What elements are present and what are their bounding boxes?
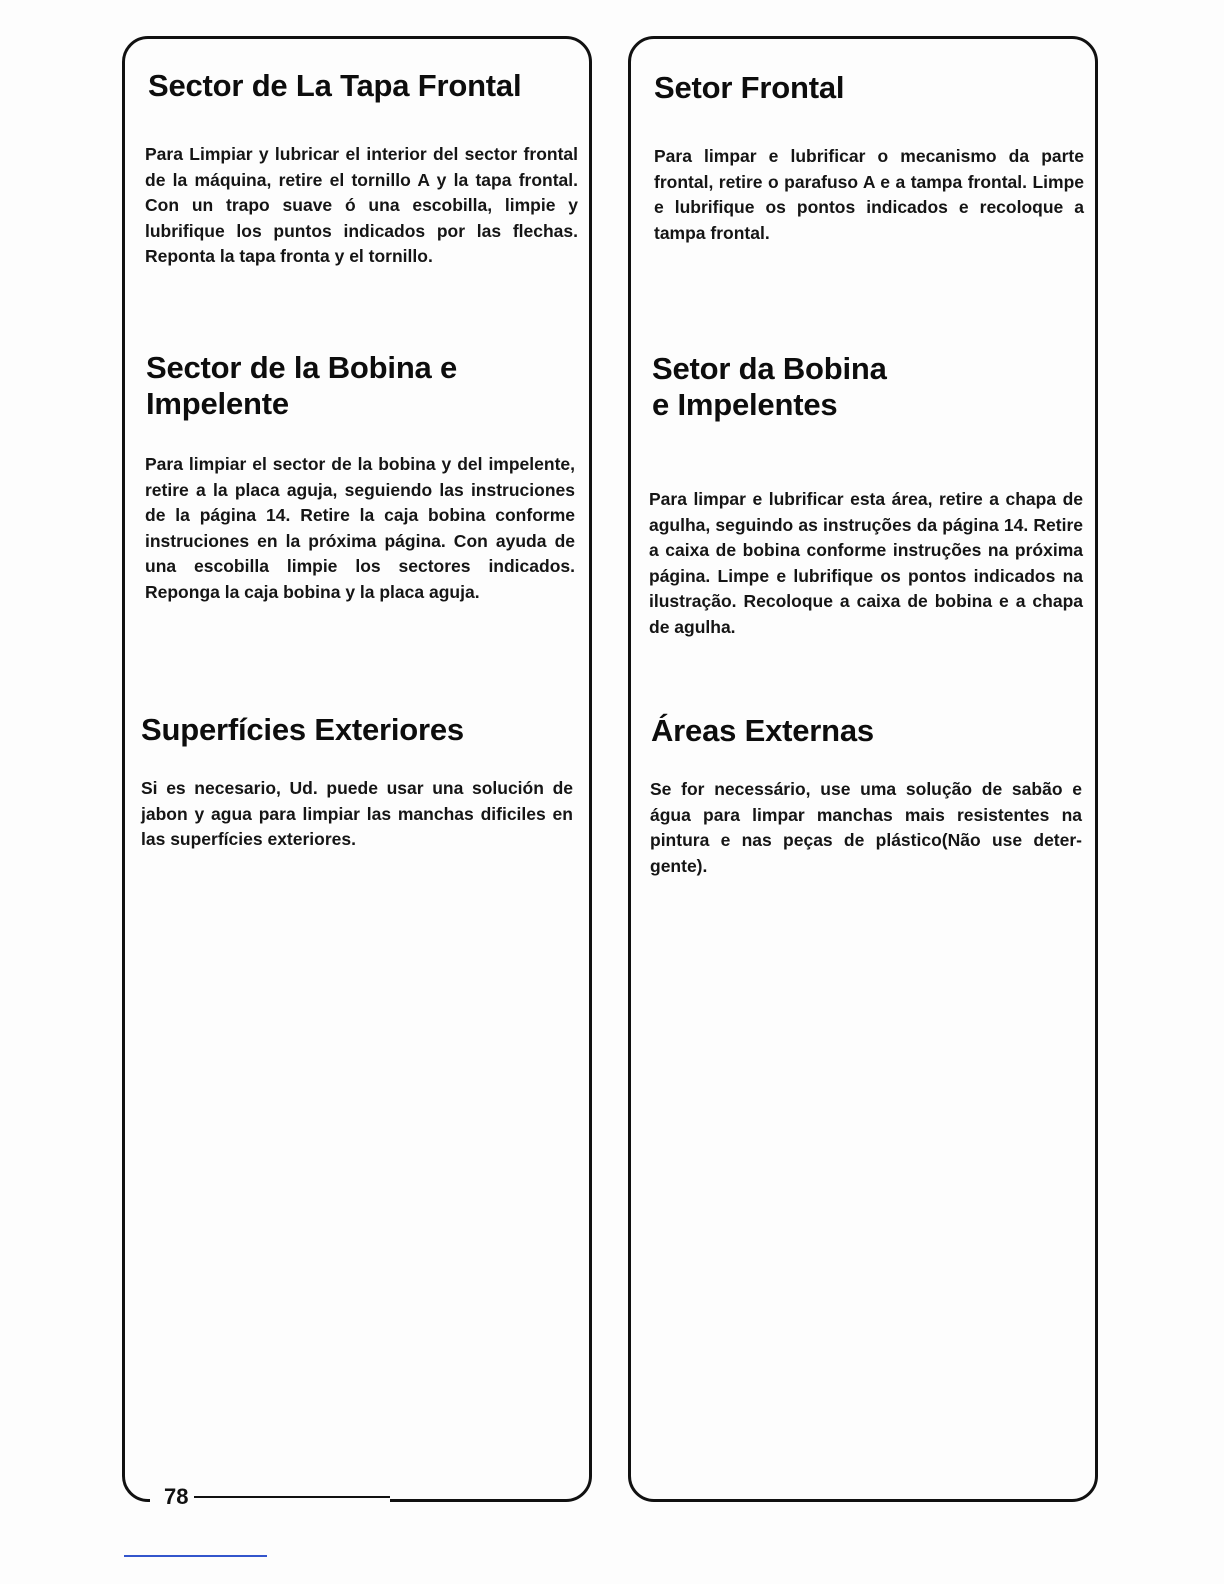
portuguese-panel xyxy=(628,36,1098,1502)
page-number-area xyxy=(150,1480,390,1514)
section-title-setor-bobina: Setor da Bobina e Impelentes xyxy=(652,351,887,422)
footer-rule xyxy=(194,1496,390,1499)
section-title-bobina-impelente: Sector de la Bobina e Impelente xyxy=(146,350,458,421)
section-title-superficies-exteriores: Superfícies Exteriores xyxy=(141,712,464,747)
section-body-areas-externas: Se for necessário, use uma solução de sabão e água para limpar manchas mais resistentes na pintura e nas peças de plástico(Não use detergente). xyxy=(650,779,1082,876)
page-number: 78 xyxy=(150,1484,194,1510)
section-title-setor-frontal: Setor Frontal xyxy=(654,70,845,105)
section-title-tapa-frontal: Sector de La Tapa Frontal xyxy=(148,68,522,103)
section-body-setor-bobina: Para limpar e lubrificar esta área, retire a chapa de agulha, seguindo as instruções da página 14. Retire a caixa de bobina conforme instruções na próxima página. Limpe e lubrifique os pontos indicados na ilustração. Recoloque a caixa de bobina e a chapa de agulha. xyxy=(649,489,1083,637)
section-body-superficies-exteriores: Si es necesario, Ud. puede usar una solución de jabon y agua para limpiar las manchas dificiles en las superfícies exteriores. xyxy=(141,778,573,850)
section-body-setor-frontal: Para limpar e lubrificar o mecanismo da parte frontal, retire o parafuso A e a tampa frontal. Limpe e lubrifique os pontos indicados e recoloque a tampa frontal. xyxy=(654,146,1084,243)
section-title-areas-externas: Áreas Externas xyxy=(651,713,874,748)
bottom-divider xyxy=(124,1555,267,1557)
section-body-tapa-frontal: Para Limpiar y lubricar el interior del sector frontal de la máquina, retire el tornillo A y la tapa frontal. Con un trapo suave ó una escobilla, limpie y lubrifique los puntos indicados por las flechas. Reponta la tapa fronta y el tornillo. xyxy=(145,144,578,267)
section-body-bobina-impelente: Para limpiar el sector de la bobina y del impelente, retire a la placa aguja, seguiendo las instruciones de la página 14. Retire la caja bobina conforme instruciones en la próxima página. Con ayuda de una escobilla limpie los sectores indicados. Reponga la caja bobina y la placa aguja. xyxy=(145,454,575,602)
